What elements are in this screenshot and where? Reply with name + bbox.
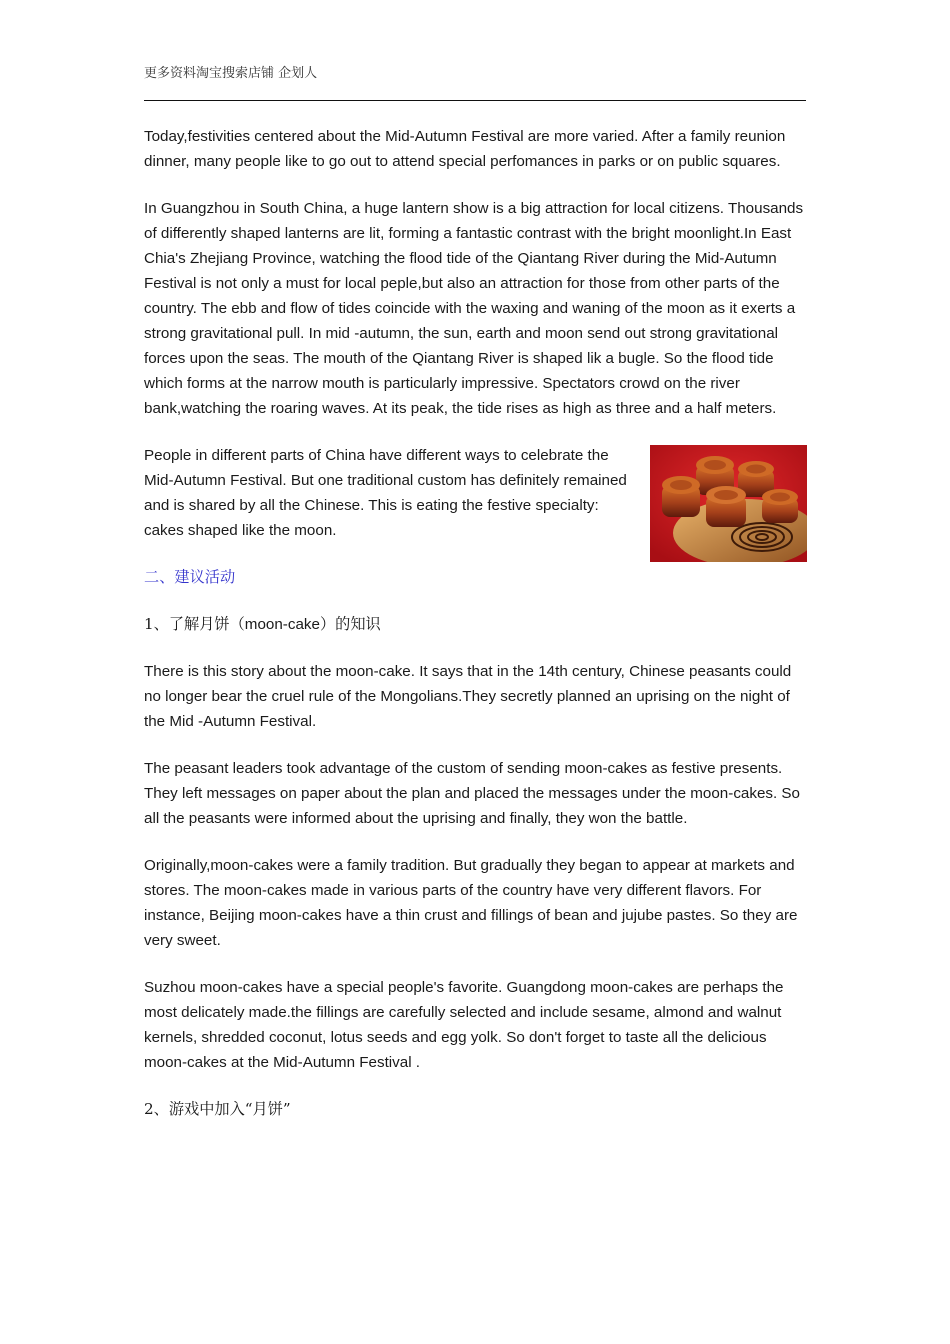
paragraph-mooncake-story: There is this story about the moon-cake. It says that in the 14th century, Chinese peasants could no longer bear the cruel rule of the Mongolians.They secretly planned an uprising on the night of the Mid -Autumn Festival. [144, 663, 792, 730]
paragraph-originally: Originally,moon-cakes were a family tradition. But gradually they began to appear at markets and stores. The moon-cakes made in various parts of the country have very different flavors. For instance, Beijing moon-cakes have a thin crust and fillings of bean and jujube pastes. So they are very sweet. [144, 857, 798, 949]
paragraph-peasant-leaders: The peasant leaders took advantage of the custom of sending moon-cakes as festive presents. They left messages on paper about the plan and placed the messages under the moon-cakes. So all the peasants were informed about the uprising and finally, they won the battle. [144, 760, 801, 827]
paragraph-suzhou-guangdong: Suzhou moon-cakes have a special people's favorite. Guangdong moon-cakes are perhaps the most delicately made.the fillings are carefully selected and include sesame, almond and walnut kernels, shredded coconut, lotus seeds and egg yolk. So don't forget to taste all the delicious moon-cakes at the Mid-Autumn Festival . [144, 979, 784, 1071]
paragraph-lantern-tide: In Guangzhou in South China, a huge lantern show is a big attraction for local citizens. Thousands of differently shaped lanterns are lit, forming a fantastic contrast with the bright moonlight.In East Chia's Zhejiang Province, watching the flood tide of the Qiantang River during the Mid-Autumn Festival is not only a must for local peple,but also an attraction for those from other parts of the country. The ebb and flow of tides coincide with the waxing and waning of the moon as it exerts a strong gravitational pull. In mid -autumn, the sun, earth and moon send out strong gravitational forces upon the seas. The mouth of the Qiantang River is shaped lik a bugle. So the flood tide which forms at the narrow mouth is particularly impressive. Spectators crowd on the river bank,watching the roaring waves. At its peak, the tide rises as high as three and a half meters. [144, 200, 804, 417]
subheading-prefix: 1、了解月饼（ [144, 615, 245, 633]
header-divider [144, 100, 806, 101]
subheading-english: moon-cake [244, 616, 320, 633]
mooncake-photo [650, 445, 807, 562]
paragraph-traditional-custom: People in different parts of China have different ways to celebrate the Mid-Autumn Festival. But one traditional custom has definitely remained and is shared by all the Chinese. This is eating the festive specialty: cakes shaped like the moon. [144, 447, 627, 539]
document-body [144, 124, 808, 1144]
mooncake-illustration [650, 445, 807, 562]
subheading-mooncake-knowledge [144, 612, 808, 637]
section-heading-suggested-activities: 二、建议活动 [144, 568, 236, 586]
subheading-game-mooncake: 2、游戏中加入“月饼” [144, 1100, 291, 1118]
subheading-suffix: ）的知识 [319, 615, 381, 633]
paragraph-festivities: Today,festivities centered about the Mid-Autumn Festival are more varied. After a family reunion dinner, many people like to go out to attend special perfomances in parks or on public squares. [144, 128, 786, 170]
page-header-text: 更多资料淘宝搜索店铺 企划人 [144, 66, 318, 81]
